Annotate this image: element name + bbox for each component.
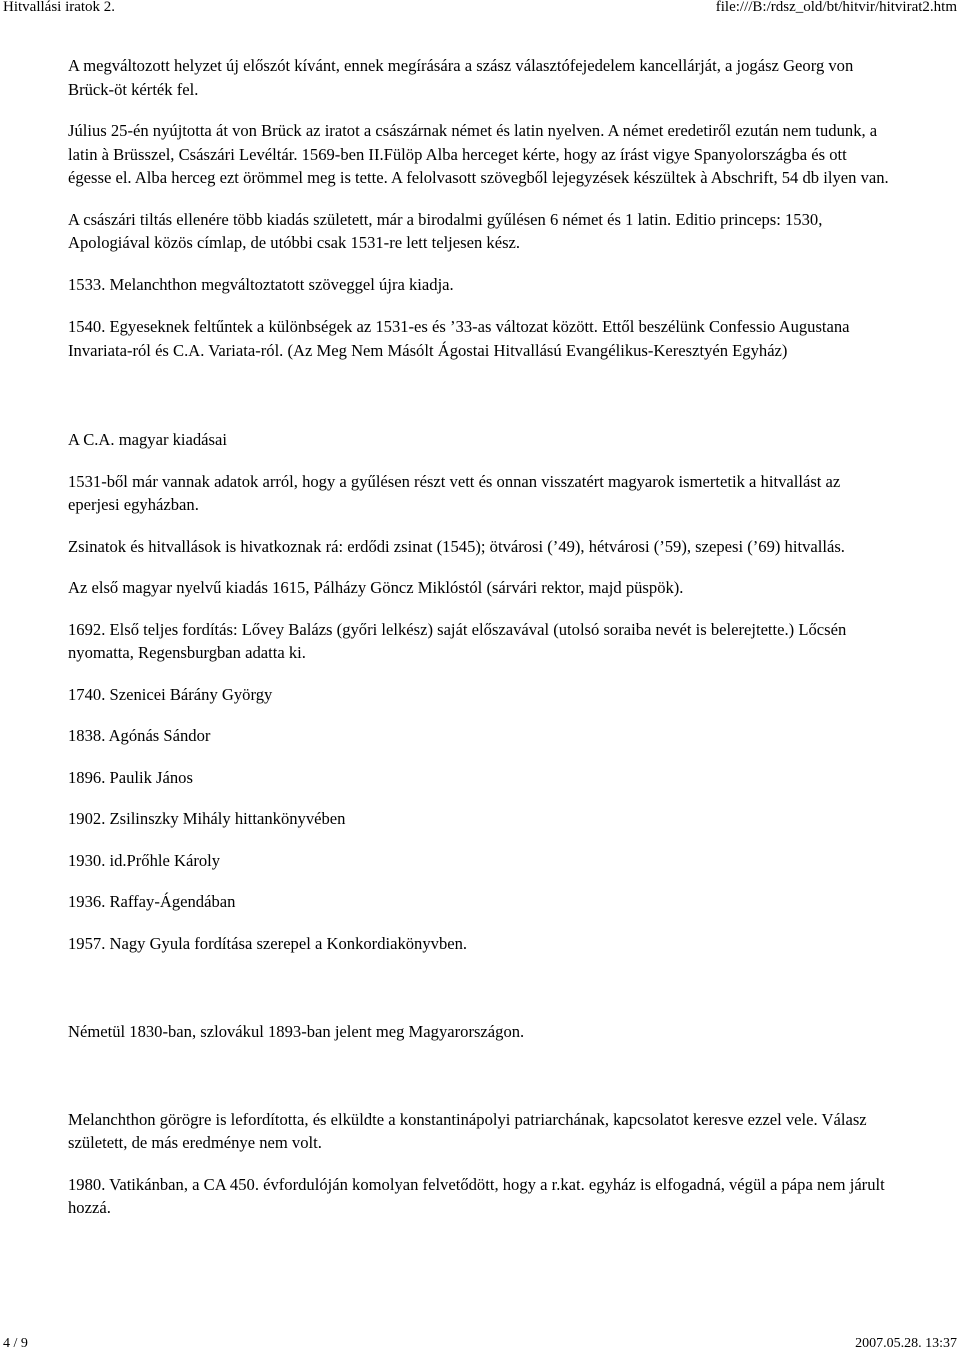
paragraph-submission: Július 25-én nyújtotta át von Brück az iratot a császárnak német és latin nyelven. A német eredetiről ezután nem tudunk, a latin à Brüsszel, Császári Levéltár. 1569-ben II.Fülöp Alba herceget kérte, hogy az írást vigye Spanyolországba és ott égesse el. Alba herceg ezt örömmel meg is tette. A felolvasott szövegből lejegyzések készültek à Abschrift, 54 db ilyen van. (68, 121, 889, 187)
list-item: 1896. Paulik János (68, 767, 193, 787)
page-header (0, 0, 960, 18)
list-item: 1902. Zsilinszky Mihály hittankönyvében (68, 809, 346, 828)
page-footer (0, 1337, 960, 1354)
document-url: file:///B:/rdsz_old/bt/hitvir/hitvirat2.htm (715, 0, 957, 15)
list-item: 1936. Raffay-Ágendában (68, 892, 236, 911)
document-body (68, 54, 894, 1220)
paragraph-1980: 1980. Vatikánban, a CA 450. évfordulóján komolyan felvetődött, hogy a r.kat. egyház is elfogadná, végül a pápa nem járult hozzá. (68, 1174, 885, 1217)
paragraph-synods: Zsinatok és hitvallások is hivatkoznak rá: erdődi zsinat (1545); ötvárosi (’49), hétvárosi (’59), szepesi (’69) hitvallás. (68, 536, 845, 556)
paragraph-1531: 1531-ből már vannak adatok arról, hogy a gyűlésen részt vett és onnan visszatért magyarok ismertetik a hitvallást az eperjesi egyházban. (68, 471, 841, 514)
list-item: 1838. Agónás Sándor (68, 726, 211, 745)
list-item: 1957. Nagy Gyula fordítása szerepel a Konkordiakönyvben. (68, 933, 468, 953)
paragraph-1540: 1540. Egyeseknek feltűntek a különbségek az 1531-es és ’33-as változat között. Ettől beszélünk Confessio Augustana Invariata-ról és C.A. Variata-ról. (Az Meg Nem Másólt Ágostai Hitvallású Evangélikus-Keresztyén Egyház) (68, 317, 850, 360)
list-item: 1740. Szenicei Bárány György (68, 684, 273, 704)
paragraph-editions: A császári tiltás ellenére több kiadás született, már a birodalmi gyűlésen 6 német és 1 latin. Editio princeps: 1530, Apologiával közös címlap, de utóbbi csak 1531-re lett teljesen kész. (68, 209, 823, 252)
paragraph-german-slovak: Németül 1830-ban, szlovákul 1893-ban jelent meg Magyarországon. (68, 1022, 525, 1041)
paragraph-1692: 1692. Első teljes fordítás: Lővey Balázs (győri lelkész) saját előszavával (utolsó soraiba nevét is belerejtette.) Lőcsén nyomatta, Regensburgban adatta ki. (68, 619, 847, 662)
paragraph-greek: Melanchthon görögre is lefordította, és elküldte a konstantinápolyi patriarchának, kapcsolatot keresve ezzel vele. Válasz született, de más eredménye nem volt. (68, 1109, 867, 1152)
page-number: 4 / 9 (3, 1336, 28, 1351)
document-title: Hitvallási iratok 2. (3, 0, 116, 15)
paragraph-preface: A megváltozott helyzet új előszót kívánt, ennek megírására a szász választófejedelem kancellárját, a jogász Georg von Brück-öt kérték fel. (68, 56, 854, 99)
list-item: 1930. id.Prőhle Károly (68, 850, 221, 870)
section-heading-hungarian-editions: A C.A. magyar kiadásai (68, 430, 227, 449)
print-datetime: 2007.05.28. 13:37 (855, 1336, 957, 1351)
paragraph-first-hungarian: Az első magyar nyelvű kiadás 1615, Pálházy Göncz Miklóstól (sárvári rektor, majd püspök). (68, 578, 684, 597)
paragraph-1533: 1533. Melanchthon megváltoztatott szöveggel újra kiadja. (68, 274, 454, 294)
